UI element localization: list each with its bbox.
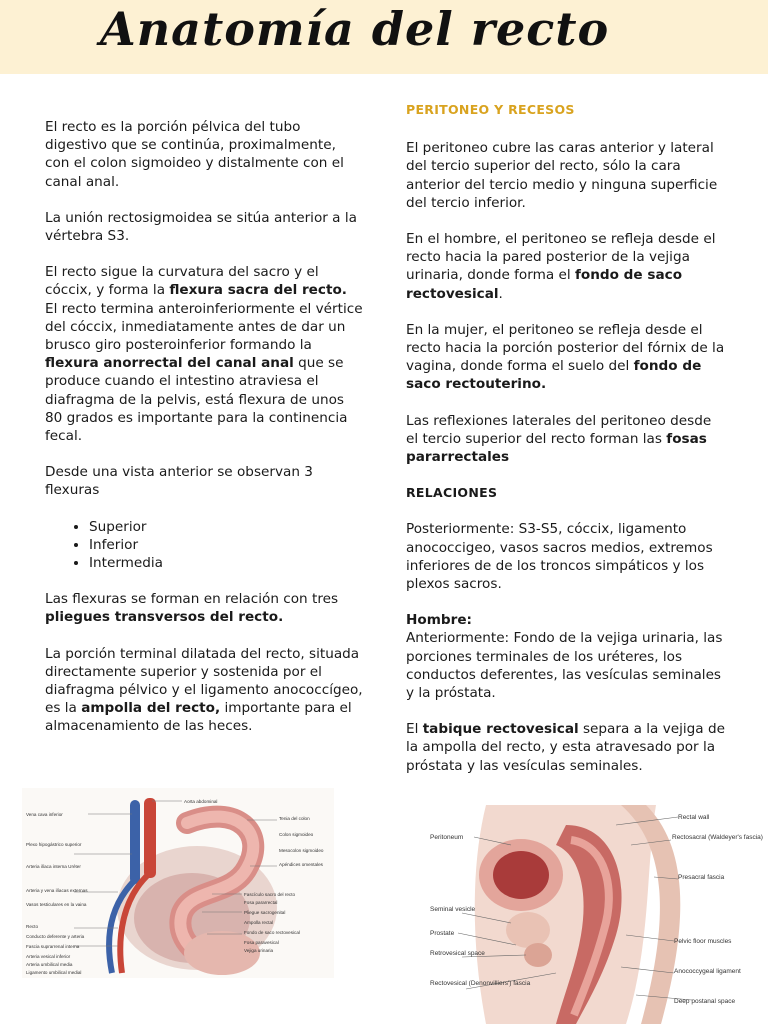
text: separa a la vejiga de la ampolla del recto, y esta atravesado por la próstata y las vesículas seminales. bbox=[406, 721, 725, 774]
figure-label: Rectal wall bbox=[678, 814, 710, 821]
right-column bbox=[406, 101, 726, 775]
figure-label: Rectosacral (Waldeyer's fascia) bbox=[672, 834, 763, 841]
text: El recto termina anteroinferiormente el vértice del cóccix, inmediatamente antes de dar un brusco giro posteroinferior formando la bbox=[45, 300, 363, 354]
paragraph-curvature bbox=[45, 263, 363, 445]
list-item: • Inferior bbox=[89, 536, 363, 554]
figure-label: Deep postanal space bbox=[674, 998, 736, 1005]
figure-label: Vejiga urinaria bbox=[244, 948, 274, 953]
text: En la mujer, el peritoneo se refleja desde el recto hacia la porción posterior del fórnix de la vagina, donde forma el suelo del bbox=[406, 321, 725, 375]
text: El recto sigue la curvatura del sacro y el cóccix, y forma la bbox=[45, 264, 319, 299]
figure-label: Arteria y vena ilíacas externas bbox=[26, 888, 88, 893]
anterior-illustration bbox=[22, 788, 334, 978]
text: importante para el almacenamiento de las heces. bbox=[45, 700, 352, 735]
figure-label: Conducto deferente y arteria bbox=[26, 934, 85, 939]
figure-label: Fondo de saco rectovesical bbox=[244, 930, 300, 935]
figure-label: Plexo hipogástrico superior bbox=[26, 842, 82, 847]
paragraph-pliegues bbox=[45, 590, 363, 626]
anatomy-figure-sagittal bbox=[416, 805, 763, 1024]
term-fondo-rectouterino: fondo de saco rectouterino. bbox=[406, 358, 702, 393]
page-header bbox=[0, 0, 768, 74]
paragraph-peritoneo: El peritoneo cubre las caras anterior y lateral del tercio superior del recto, sólo la cara anterior del tercio medio y ninguna superficie del tercio inferior. bbox=[406, 140, 718, 211]
list-item: • Superior bbox=[89, 518, 363, 536]
flexuras-list bbox=[45, 518, 363, 573]
text: . bbox=[498, 285, 503, 302]
figure-label: Fascículo sacro del recto bbox=[244, 892, 296, 897]
figure-label: Fascia suprarrenal interna bbox=[26, 944, 80, 949]
figure-label: Pelvic floor muscles bbox=[674, 938, 732, 945]
text: La porción terminal dilatada del recto, situada directamente superior y sostenida por el diafragma pélvico y el ligamento anococcígeo, es la bbox=[45, 645, 363, 717]
section-heading-peritoneo: PERITONEO Y RECESOS bbox=[406, 102, 575, 117]
term-flexura-anorrectal: flexura anorrectal del canal anal bbox=[45, 355, 294, 372]
figure-label: Tenia del colon bbox=[279, 816, 310, 821]
figure-label: Fosa pararrectal bbox=[244, 900, 278, 905]
text: En el hombre, el peritoneo se refleja desde el recto hacia la pared posterior de la vejiga urinaria, donde forma el bbox=[406, 231, 716, 284]
figure-label: Retrovesical space bbox=[430, 950, 485, 957]
term-ampolla: ampolla del recto, bbox=[81, 700, 221, 717]
paragraph-mujer bbox=[406, 321, 726, 394]
figure-label: Ampolla rectal bbox=[244, 920, 274, 925]
figure-label: Aorta abdominal bbox=[184, 799, 218, 804]
figure-label: Colon sigmoideo bbox=[279, 832, 314, 837]
page-title: Anatomía del recto bbox=[100, 2, 610, 56]
list-item: • Intermedia bbox=[89, 554, 363, 572]
figure-label: Vasos testiculares en la vaina bbox=[26, 902, 87, 907]
paragraph-anteriormente: Anteriormente: Fondo de la vejiga urinaria, las porciones terminales de los uréteres, los conductos deferentes, las vesículas seminales y la próstata. bbox=[406, 630, 723, 702]
figure-label: Pliegue sacrogenital bbox=[244, 910, 286, 915]
figure-label: Prostate bbox=[430, 930, 455, 937]
paragraph-union: La unión rectosigmoidea se sitúa anterior a la vértebra S3. bbox=[45, 209, 357, 245]
paragraph-hombre bbox=[406, 230, 726, 303]
label-hombre bbox=[406, 611, 726, 629]
figure-label: Mesocolon sigmoideo bbox=[279, 848, 324, 853]
figure-label: Anococcygeal ligament bbox=[674, 968, 741, 975]
left-column bbox=[45, 118, 363, 736]
term-hombre: Hombre: bbox=[406, 612, 472, 629]
figure-label: Vena cava inferior bbox=[26, 812, 63, 817]
text: El bbox=[406, 721, 423, 738]
sagittal-illustration bbox=[416, 805, 763, 1024]
figure-label: Seminal vesicle bbox=[430, 906, 476, 913]
term-flexura-sacra: flexura sacra del recto. bbox=[169, 282, 347, 299]
paragraph-fosas bbox=[406, 412, 726, 467]
figure-label: Arteria ilíaca interna Uréter bbox=[26, 864, 81, 869]
paragraph-ampolla bbox=[45, 645, 363, 736]
figure-label: Recto bbox=[26, 924, 39, 929]
text: Las flexuras se forman en relación con tres bbox=[45, 591, 339, 608]
figure-label: Arteria vesical inferior bbox=[26, 954, 71, 959]
term-pliegues: pliegues transversos del recto. bbox=[45, 609, 284, 626]
paragraph-intro: El recto es la porción pélvica del tubo digestivo que se continúa, proximalmente, con el colon sigmoideo y distalmente con el canal anal. bbox=[45, 119, 344, 190]
figure-label: Rectovesical (Denonvilliers') fascia bbox=[430, 980, 531, 987]
paragraph-posteriormente: Posteriormente: S3-S5, cóccix, ligamento anococcigeo, vasos sacros medios, extremos inferiores de de los troncos simpáticos y los plexos sacros. bbox=[406, 521, 713, 593]
term-fondo-rectovesical: fondo de saco rectovesical bbox=[406, 267, 683, 302]
figure-label: Arteria umbilical media bbox=[26, 962, 73, 967]
term-tabique: tabique rectovesical bbox=[422, 721, 579, 738]
section-heading-relaciones: RELACIONES bbox=[406, 485, 498, 501]
text: que se produce cuando el intestino atraviesa el diafragma de la pelvis, está flexura de unos 80 grados es importante para la continencia fecal. bbox=[45, 355, 348, 445]
paragraph-flexuras: Desde una vista anterior se observan 3 flexuras bbox=[45, 464, 313, 499]
figure-label: Fosa paravesical bbox=[244, 940, 279, 945]
paragraph-tabique bbox=[406, 720, 726, 775]
figure-label: Apéndices omentales bbox=[279, 862, 323, 867]
figure-label: Peritoneum bbox=[430, 834, 464, 841]
anatomy-figure-anterior bbox=[22, 788, 334, 978]
figure-label: Ligamento umbilical medial bbox=[26, 970, 82, 975]
text: Las reflexiones laterales del peritoneo desde el tercio superior del recto forman las bbox=[406, 412, 712, 447]
term-fosas-pararrectales: fosas pararrectales bbox=[406, 430, 707, 466]
figure-label: Presacral fascia bbox=[678, 874, 725, 881]
